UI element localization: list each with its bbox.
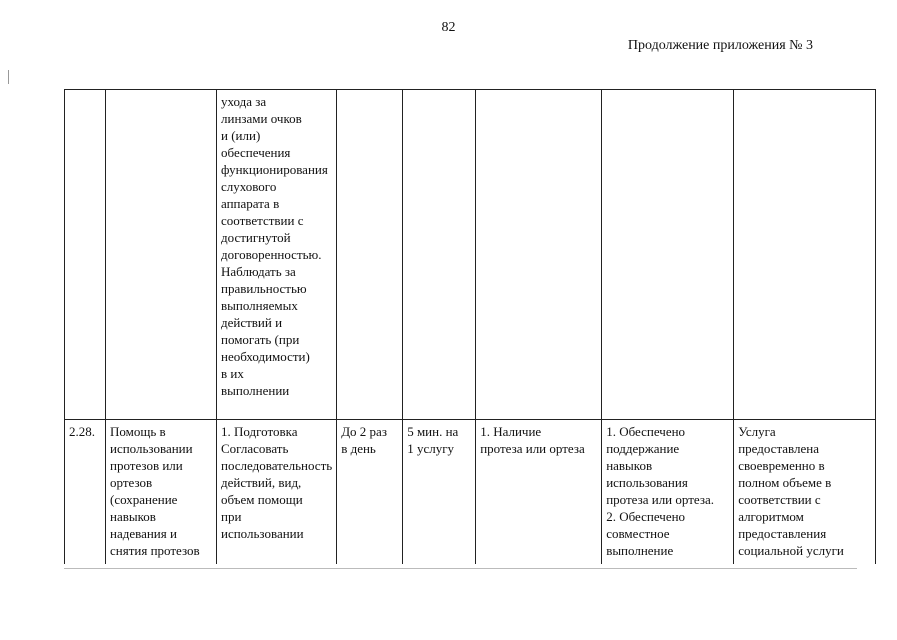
cell-result-evaluation <box>734 90 876 420</box>
appendix-continuation-note: Продолжение приложения № 3 <box>627 38 813 53</box>
page-number: 82 <box>441 20 456 35</box>
cell-number: 2.28. <box>65 420 106 565</box>
cell-frequency <box>337 90 403 420</box>
cell-conditions <box>476 90 602 420</box>
cell-service-description: ухода за линзами очков и (или) обеспечения функционирования слухового аппарата в соответствии с достигнутой договоренностью. Наблюдать за правильностью выполняемых действий и помогать (при необходимости) в их выполнении <box>217 90 337 420</box>
services-table <box>64 89 876 564</box>
cell-number <box>65 90 106 420</box>
cell-time-norm <box>403 90 476 420</box>
cell-result-evaluation: Услуга предоставлена своевременно в полном объеме в соответствии с алгоритмом предоставления социальной услуги <box>734 420 876 565</box>
cell-conditions: 1. Наличие протеза или ортеза <box>476 420 602 565</box>
cell-service-description: 1. Подготовка Согласовать последовательность действий, вид, объем помощи при использовании <box>217 420 337 565</box>
cell-quality-indicators: 1. Обеспечено поддержание навыков использования протеза или ортеза. 2. Обеспечено совместное выполнение <box>602 420 734 565</box>
scan-margin-mark <box>8 70 9 84</box>
cell-time-norm: 5 мин. на 1 услугу <box>403 420 476 565</box>
table-cut-edge <box>64 568 857 569</box>
cell-service-name <box>106 90 217 420</box>
table-row-2-28 <box>65 420 876 565</box>
cell-frequency: До 2 раз в день <box>337 420 403 565</box>
table-row-continuation <box>65 90 876 420</box>
cell-service-name: Помощь в использовании протезов или ортезов (сохранение навыков надевания и снятия протезов <box>106 420 217 565</box>
cell-quality-indicators <box>602 90 734 420</box>
